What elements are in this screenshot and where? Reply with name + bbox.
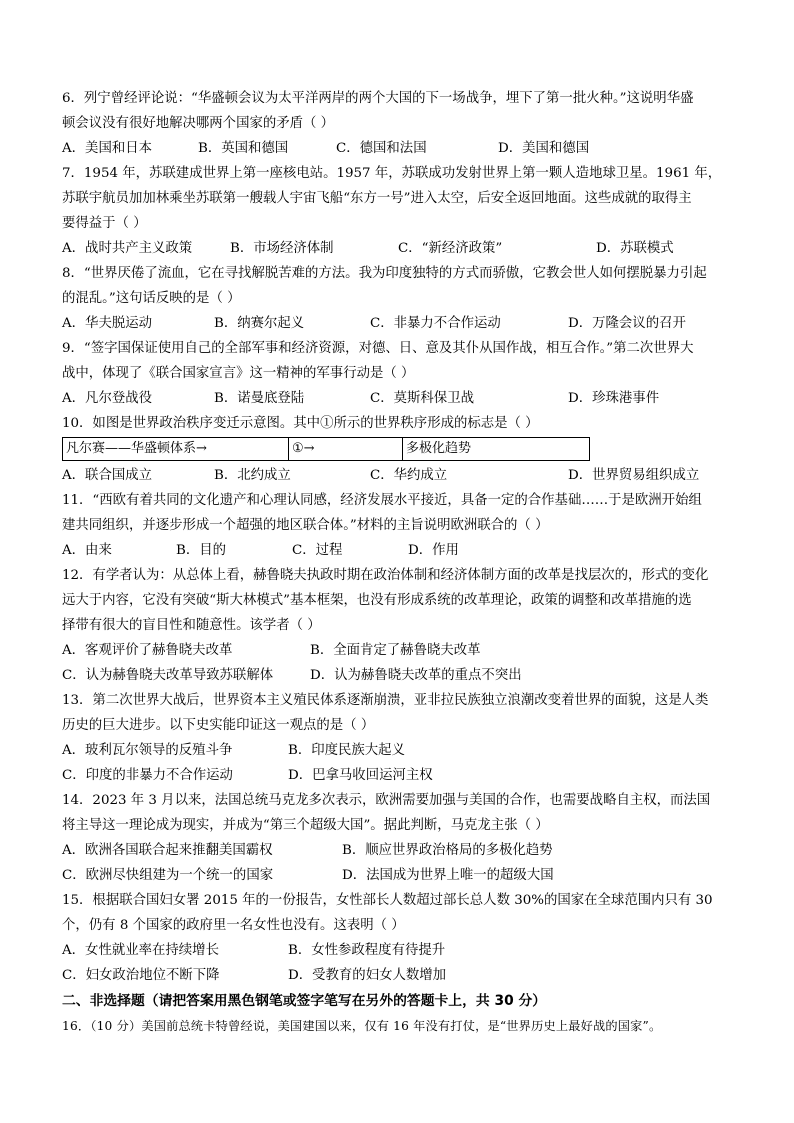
option-d: D．苏联模式	[596, 241, 674, 256]
question-12-line-3: 择带有很大的盲目性和随意性。该学者（ ）	[62, 618, 321, 633]
question-7-options	[62, 236, 742, 261]
question-14-line-2: 将主导这一理论成为现实，并成为“第三个超级大国”。据此判断，马克龙主张（ ）	[62, 818, 549, 833]
option-c: C．过程	[292, 543, 343, 558]
option-a: A．战时共产主义政策	[62, 241, 193, 256]
question-10-line-1: 10．如图是世界政治秩序变迁示意图。其中①所示的世界秩序形成的标志是（ ）	[62, 416, 539, 431]
question-11-line-1: 11．“西欧有着共同的文化遗产和心理认同感，经济发展水平接近，具备一定的合作基础……于是欧洲开始组	[62, 493, 702, 508]
question-9-line-2: 战中，体现了《联合国家宣言》这一精神的军事行动是（ ）	[62, 366, 415, 381]
option-c: C．认为赫鲁晓夫改革导致苏联解体	[62, 668, 274, 683]
diagram-cell-versailles: 凡尔赛——华盛顿体系→	[63, 438, 289, 460]
option-a: A．联合国成立	[62, 468, 153, 483]
option-a: A．华夫脱运动	[62, 316, 153, 331]
question-8-line-1: 8．“世界厌倦了流血，它在寻找解脱苦难的方法。我为印度独特的方式而骄傲，它教会世人如何摆脱暴力引起	[62, 266, 707, 281]
question-9-line-1: 9．“签字国保证使用自己的全部军事和经济资源，对德、日、意及其仆从国作战，相互合作。”第二次世界大	[62, 341, 694, 356]
question-11-options	[62, 538, 742, 563]
question-7-line-2: 苏联宇航员加加林乘坐苏联第一艘载人宇宙飞船“东方一号”进入太空，后安全返回地面。这些成就的取得主	[62, 191, 692, 206]
question-12-options-row-1	[62, 638, 742, 663]
question-14-options-row-2	[62, 863, 742, 888]
option-a: A．美国和日本	[62, 141, 153, 156]
option-c: C．“新经济政策”	[398, 241, 503, 256]
question-12-options-row-2	[62, 663, 742, 688]
question-13-options-row-2	[62, 763, 742, 788]
diagram-cell-1: ①→	[289, 438, 403, 460]
question-8-options	[62, 311, 742, 336]
question-7-line-3: 要得益于（ ）	[62, 216, 147, 231]
option-c: C．欧洲尽快组建为一个统一的国家	[62, 868, 274, 883]
question-15-options-row-1	[62, 938, 742, 963]
question-13-line-1: 13．第二次世界大战后，世界资本主义殖民体系逐渐崩溃，亚非拉民族独立浪潮改变着世界的面貌，这是人类	[62, 693, 709, 708]
question-15-options-row-2	[62, 963, 742, 988]
option-b: B．女性参政程度有待提升	[288, 943, 446, 958]
option-b: B．目的	[176, 543, 227, 558]
option-d: D．认为赫鲁晓夫改革的重点不突出	[310, 668, 522, 683]
option-b: B．顺应世界政治格局的多极化趋势	[342, 843, 553, 858]
option-b: B．北约成立	[214, 468, 291, 483]
option-b: B．市场经济体制	[230, 241, 334, 256]
option-a: A．欧洲各国联合起来推翻美国霸权	[62, 843, 273, 858]
option-c: C．德国和法国	[336, 141, 427, 156]
option-a: A．玻利瓦尔领导的反殖斗争	[62, 743, 233, 758]
world-order-diagram	[62, 437, 590, 461]
option-d: D．世界贸易组织成立	[568, 468, 700, 483]
question-12-line-2: 远大于内容，它没有突破“斯大林模式”基本框架，也没有形成系统的改革理论，政策的调整和改革措施的选	[62, 593, 692, 608]
question-9-options	[62, 386, 742, 411]
question-14-line-1: 14．2023 年 3 月以来，法国总统马克龙多次表示，欧洲需要加强与美国的合作，也需要战略自主权，而法国	[62, 793, 711, 808]
question-15-line-2: 个，仍有 8 个国家的政府里一名女性也没有。这表明（ ）	[62, 918, 405, 933]
option-b: B．英国和德国	[198, 141, 289, 156]
question-10-options	[62, 463, 742, 488]
diagram-cell-multipolar: 多极化趋势	[406, 441, 472, 456]
option-b: B．诺曼底登陆	[214, 391, 305, 406]
option-c: C．华约成立	[370, 468, 448, 483]
option-b: B．全面肯定了赫鲁晓夫改革	[310, 643, 481, 658]
question-8-line-2: 的混乱。”这句话反映的是（ ）	[62, 291, 241, 306]
section-title: 二、非选择题（请把答案用黑色钢笔或签字笔写在另外的答题卡上，共 30 分）	[62, 993, 547, 1009]
option-a: A．客观评价了赫鲁晓夫改革	[62, 643, 233, 658]
question-6-line-1: 6．列宁曾经评论说：“华盛顿会议为太平洋两岸的两个大国的下一场战争，埋下了第一批火种。”这说明华盛	[62, 91, 694, 106]
option-d: D．珍珠港事件	[568, 391, 660, 406]
question-6-options	[62, 136, 742, 161]
question-11-line-2: 建共同组织，并逐步形成一个超强的地区联合体。”材料的主旨说明欧洲联合的（ ）	[62, 518, 549, 533]
question-13-options-row-1	[62, 738, 742, 763]
option-a: A．女性就业率在持续增长	[62, 943, 219, 958]
exam-page	[62, 86, 742, 1038]
question-12-line-1: 12．有学者认为：从总体上看，赫鲁晓夫执政时期在政治体制和经济体制方面的改革是找层次的，形式的变化	[62, 568, 709, 583]
option-a: A．由来	[62, 543, 112, 558]
option-c: C．莫斯科保卫战	[370, 391, 474, 406]
option-b: B．纳赛尔起义	[214, 316, 305, 331]
option-a: A．凡尔登战役	[62, 391, 153, 406]
option-c: C．妇女政治地位不断下降	[62, 968, 220, 983]
option-c: C．非暴力不合作运动	[370, 316, 501, 331]
option-d: D．巴拿马收回运河主权	[288, 768, 433, 783]
option-d: D．受教育的妇女人数增加	[288, 968, 447, 983]
question-6-line-2: 顿会议没有很好地解决哪两个国家的矛盾（ ）	[62, 116, 335, 131]
option-b: B．印度民族大起义	[288, 743, 405, 758]
question-16-line-1: 16．（10 分）美国前总统卡特曾经说，美国建国以来，仅有 16 年没有打仗，是“世界历史上最好战的国家”。	[62, 1019, 662, 1033]
option-c: C．印度的非暴力不合作运动	[62, 768, 233, 783]
question-7-line-1: 7．1954 年，苏联建成世界上第一座核电站。1957 年，苏联成功发射世界上第一颗人造地球卫星。1961 年，	[62, 166, 722, 181]
option-d: D．作用	[408, 543, 459, 558]
question-13-line-2: 历史的巨大进步。以下史实能印证这一观点的是（ ）	[62, 718, 375, 733]
option-d: D．法国成为世界上唯一的超级大国	[342, 868, 554, 883]
option-d: D．美国和德国	[498, 141, 590, 156]
question-14-options-row-1	[62, 838, 742, 863]
question-15-line-1: 15．根据联合国妇女署 2015 年的一份报告，女性部长人数超过部长总人数 30%的国家在全球范围内只有 30	[62, 893, 713, 908]
option-d: D．万隆会议的召开	[568, 316, 686, 331]
